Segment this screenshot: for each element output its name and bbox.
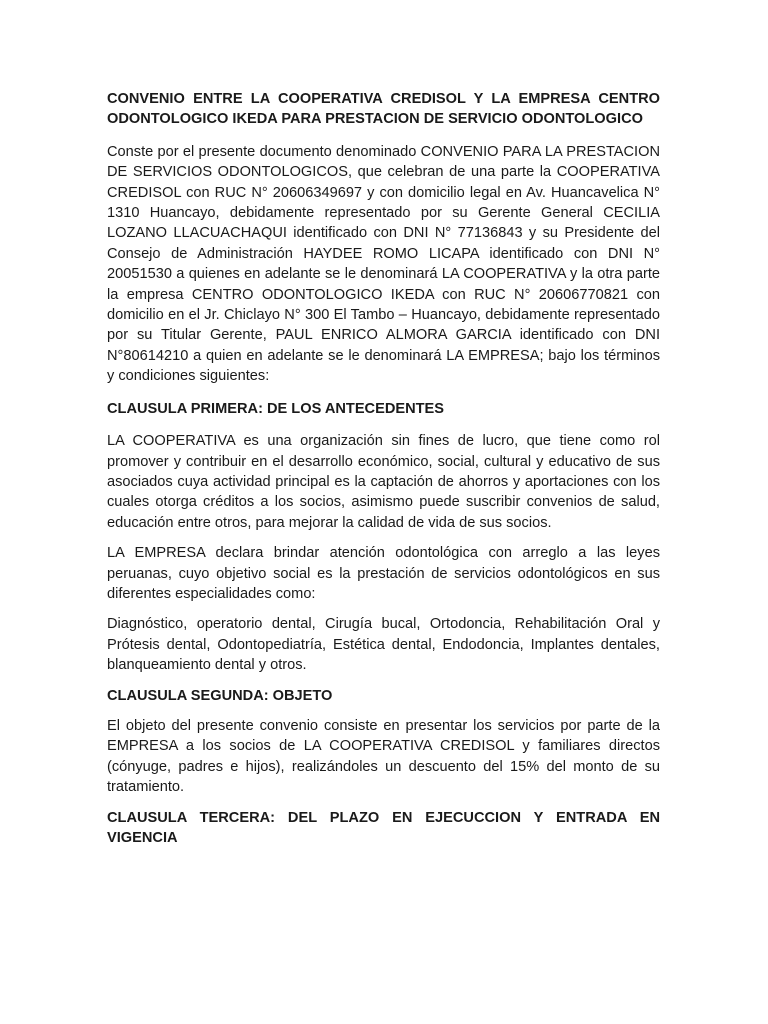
clause-1-paragraph-3: Diagnóstico, operatorio dental, Cirugía bucal, Ortodoncia, Rehabilitación Oral y Prótesis dental, Odontopediatría, Estética dental, Endodoncia, Implantes dentales, blanqueamiento dental y otros. <box>107 616 660 674</box>
clause-1-heading: CLAUSULA PRIMERA: DE LOS ANTECEDENTES <box>107 400 445 417</box>
document-page <box>107 89 660 848</box>
clause-1-paragraph-1: LA COOPERATIVA es una organización sin fines de lucro, que tiene como rol promover y contribuir en el desarrollo económico, social, cultural y educativo de sus asociados cuya actividad principal es la captación de ahorros y aportaciones con los cuales otorga créditos a los socios, asimismo puede suscribir convenios de salud, educación entre otros, para mejorar la calidad de vida de sus socios. <box>107 433 660 531</box>
clause-3-heading: CLAUSULA TERCERA: DEL PLAZO EN EJECUCCION Y ENTRADA EN VIGENCIA <box>107 809 660 846</box>
clause-1-paragraph-2: LA EMPRESA declara brindar atención odontológica con arreglo a las leyes peruanas, cuyo objetivo social es la prestación de servicios odontológicos en sus diferentes especialidades como: <box>107 545 660 602</box>
document-title: CONVENIO ENTRE LA COOPERATIVA CREDISOL Y LA EMPRESA CENTRO ODONTOLOGICO IKEDA PARA PRESTACION DE SERVICIO ODONTOLOGICO <box>107 91 660 128</box>
intro-paragraph: Conste por el presente documento denominado CONVENIO PARA LA PRESTACION DE SERVICIOS ODONTOLOGICOS, que celebran de una parte la COOPERATIVA CREDISOL con RUC N° 20606349697 y con domicilio legal en Av. Huancavelica N° 1310 Huancayo, debidamente representado por su Gerente General CECILIA LOZANO LLACUACHAQUI identificado con DNI N° 77136843 y su Presidente del Consejo de Administración HAYDEE ROMO LICAPA identificado con DNI N° 20051530 a quienes en adelante se le denominará LA COOPERATIVA y la otra parte la empresa CENTRO ODONTOLOGICO IKEDA con RUC N° 20606770821 con domicilio en el Jr. Chiclayo N° 300 El Tambo – Huancayo, debidamente representado por su Titular Gerente, PAUL ENRICO ALMORA GARCIA identificado con DNI N°80614210 a quien en adelante se le denominará LA EMPRESA; bajo los términos y condiciones siguientes: <box>107 143 660 385</box>
clause-2-paragraph-1: El objeto del presente convenio consiste en presentar los servicios por parte de la EMPRESA a los socios de LA COOPERATIVA CREDISOL y familiares directos (cónyuge, padres e hijos), realizándoles un descuento del 15% del monto de su tratamiento. <box>107 717 660 796</box>
clause-2-heading: CLAUSULA SEGUNDA: OBJETO <box>107 687 333 704</box>
